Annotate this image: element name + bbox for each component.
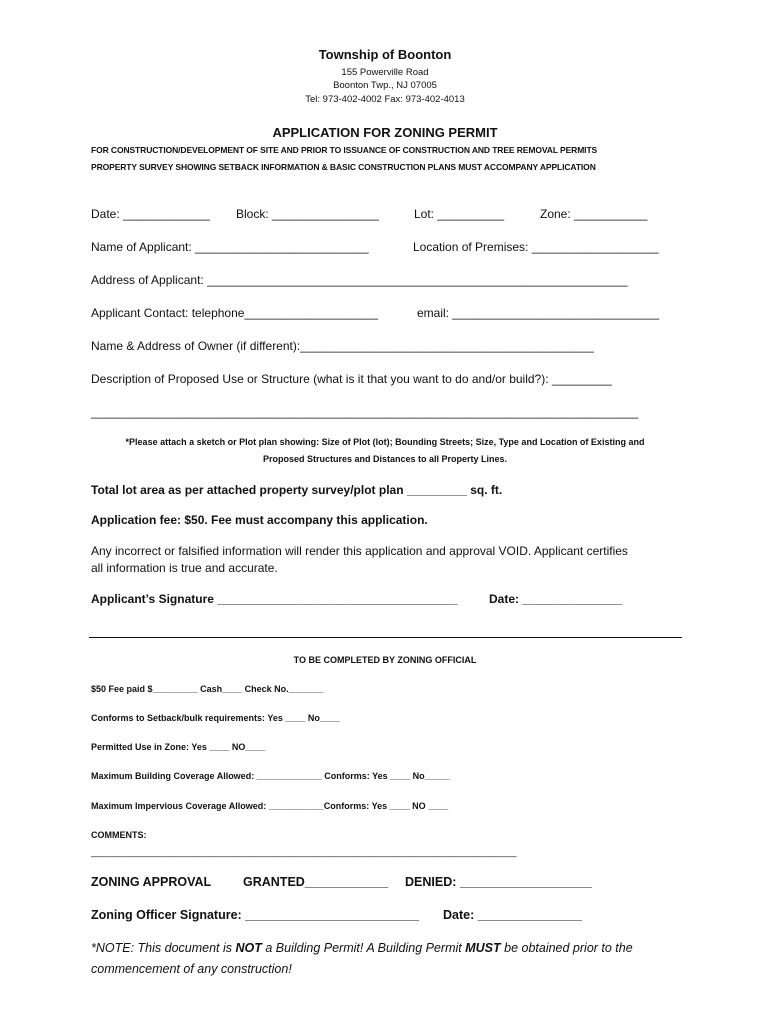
granted-field[interactable]: GRANTED____________ — [243, 875, 389, 889]
zoning-approval-label: ZONING APPROVAL — [91, 875, 212, 889]
description-line[interactable]: __________________________________________________________________________________ — [91, 405, 639, 419]
final-note-prefix: *NOTE: This document is — [91, 941, 236, 955]
final-note-not: NOT — [235, 941, 262, 955]
final-note-line1 — [91, 941, 633, 955]
final-note-line2: commencement of any construction! — [91, 962, 292, 976]
final-note-must: MUST — [465, 941, 501, 955]
sketch-note-line1: *Please attach a sketch or Plot plan showing: Size of Plot (lot); Bounding Streets; Size, Type and Location of Existing and — [125, 437, 645, 447]
lot-field[interactable]: Lot: __________ — [414, 207, 505, 221]
section-divider — [89, 637, 682, 638]
fee-paid-field[interactable]: $50 Fee paid $_________ Cash____ Check No._______ — [91, 684, 324, 694]
township-address-line2: Boonton Twp., NJ 07005 — [333, 80, 437, 91]
location-field[interactable]: Location of Premises: ___________________ — [413, 240, 659, 254]
date-field[interactable]: Date: _____________ — [91, 207, 210, 221]
application-note-1: FOR CONSTRUCTION/DEVELOPMENT OF SITE AND PRIOR TO ISSUANCE OF CONSTRUCTION AND TREE REMOVAL PERMITS — [91, 145, 598, 155]
application-title: APPLICATION FOR ZONING PERMIT — [272, 125, 498, 140]
final-note-suffix: be obtained prior to the — [500, 941, 633, 955]
final-note-middle: a Building Permit! A Building Permit — [261, 941, 466, 955]
telephone-field[interactable]: Applicant Contact: telephone____________________ — [91, 306, 378, 320]
building-coverage-field[interactable]: Maximum Building Coverage Allowed: _____________ Conforms: Yes ____ No_____ — [91, 771, 450, 781]
officer-date-field[interactable]: Date: _______________ — [443, 908, 583, 922]
permitted-use-field[interactable]: Permitted Use in Zone: Yes ____ NO____ — [91, 742, 266, 752]
zone-field[interactable]: Zone: ___________ — [540, 207, 648, 221]
applicant-signature-date[interactable]: Date: _______________ — [489, 592, 623, 606]
sketch-note-line2: Proposed Structures and Distances to all Property Lines. — [262, 454, 508, 464]
township-contact: Tel: 973-402-4002 Fax: 973-402-4013 — [305, 94, 465, 105]
impervious-coverage-field[interactable]: Maximum Impervious Coverage Allowed: ___________Conforms: Yes ____ NO ____ — [91, 801, 449, 811]
officer-signature-field[interactable]: Zoning Officer Signature: _________________________ — [91, 908, 419, 922]
certify-line1: Any incorrect or falsified information will render this application and approval VOID. Applicant certifies — [91, 544, 628, 558]
lot-area-field[interactable]: Total lot area as per attached property survey/plot plan _________ sq. ft. — [91, 483, 503, 497]
official-heading: TO BE COMPLETED BY ZONING OFFICIAL — [293, 655, 477, 665]
email-field[interactable]: email: _______________________________ — [417, 306, 660, 320]
block-field[interactable]: Block: ________________ — [236, 207, 379, 221]
township-title: Township of Boonton — [318, 47, 452, 62]
comments-label: COMMENTS: — [91, 830, 147, 840]
denied-field[interactable]: DENIED: ___________________ — [405, 875, 592, 889]
fee-notice: Application fee: $50. Fee must accompany this application. — [91, 513, 428, 527]
comments-line[interactable]: _____________________________________________________________________________________ — [91, 847, 517, 857]
applicant-address-field[interactable]: Address of Applicant: _______________________________________________________________ — [91, 273, 628, 287]
township-address-line1: 155 Powerville Road — [341, 67, 429, 78]
setback-field[interactable]: Conforms to Setback/bulk requirements: Yes ____ No____ — [91, 713, 340, 723]
application-note-2: PROPERTY SURVEY SHOWING SETBACK INFORMATION & BASIC CONSTRUCTION PLANS MUST ACCOMPANY APPLICATION — [91, 162, 596, 172]
certify-line2: all information is true and accurate. — [91, 561, 278, 575]
description-field[interactable]: Description of Proposed Use or Structure (what is it that you want to do and/or build?): _________ — [91, 372, 612, 386]
owner-field[interactable]: Name & Address of Owner (if different):____________________________________________ — [91, 339, 594, 353]
applicant-signature-field[interactable]: Applicant’s Signature ____________________________________ — [91, 592, 458, 606]
applicant-name-field[interactable]: Name of Applicant: __________________________ — [91, 240, 369, 254]
